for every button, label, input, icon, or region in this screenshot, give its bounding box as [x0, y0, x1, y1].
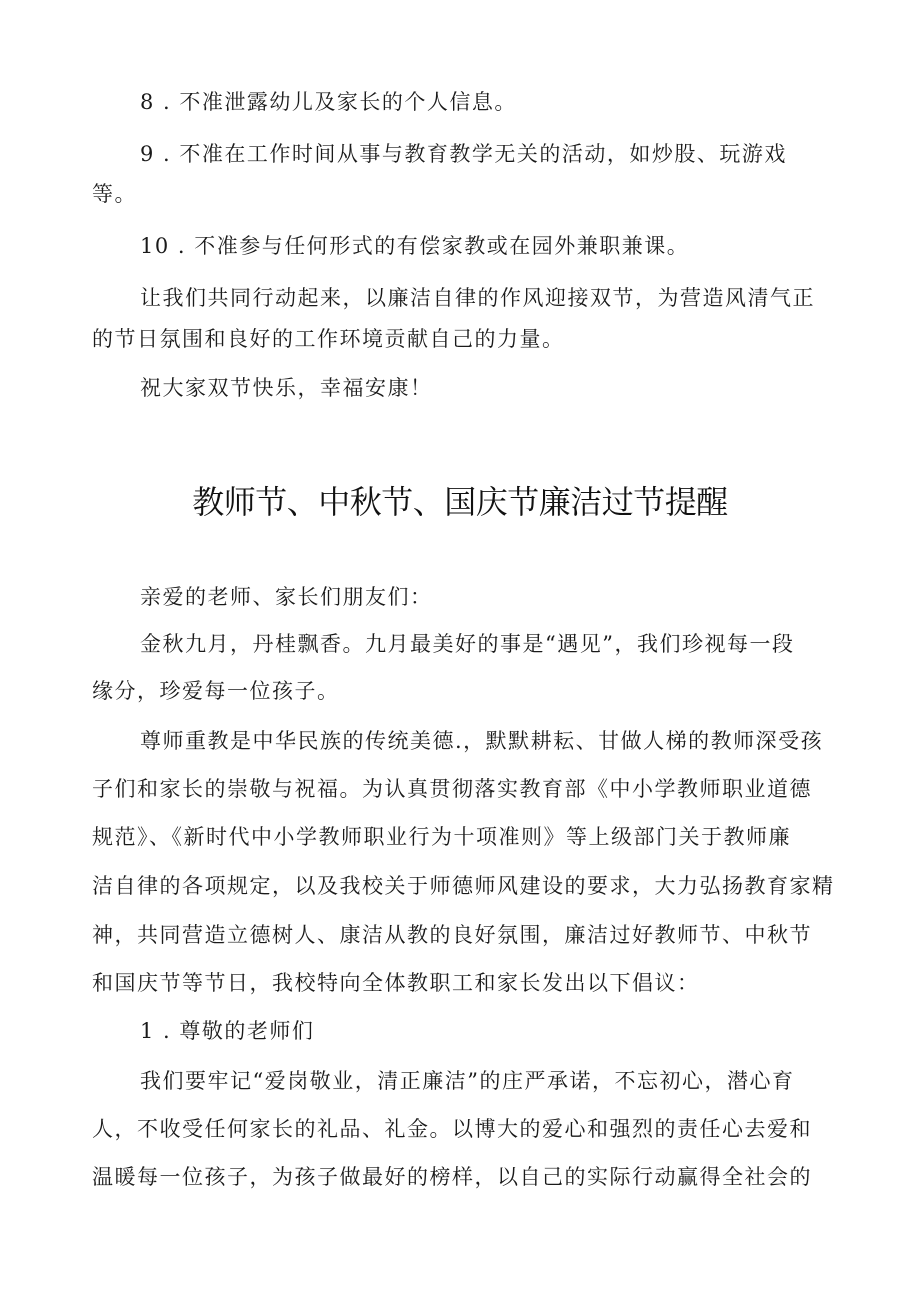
paragraph-line: 尊师重教是中华民族的传统美德.，默默耕耘、甘做人梯的教师深受孩	[140, 729, 824, 753]
paragraph-line: 洁自律的各项规定，以及我校关于师德师风建设的要求，大力弘扬教育家精	[92, 874, 835, 898]
paragraph-line: 人，不收受任何家长的礼品、礼金。以博大的爱心和强烈的责任心去爱和	[92, 1117, 812, 1141]
paragraph-line: 和国庆节等节日，我校特向全体教职工和家长发出以下倡议：	[92, 971, 700, 995]
closing-paragraph-line: 的节日氛围和良好的工作环境贡献自己的力量。	[92, 327, 565, 351]
rule-item-10: 10 . 不准参与任何形式的有偿家教或在园外兼职兼课。	[140, 234, 690, 258]
paragraph-line: 规范》、《新时代中小学教师职业行为十项准则》等上级部门关于教师廉	[92, 825, 791, 849]
letter-greeting: 亲爱的老师、家长们朋友们：	[140, 585, 433, 609]
paragraph-line: 子们和家长的崇敬与祝福。为认真贯彻落实教育部《中小学教师职业道德	[92, 777, 812, 801]
holiday-wish: 祝大家双节快乐，幸福安康！	[140, 376, 433, 400]
rule-item-9: 9 . 不准在工作时间从事与教育教学无关的活动，如炒股、玩游戏	[140, 142, 787, 166]
closing-paragraph-line: 让我们共同行动起来，以廉洁自律的作风迎接双节，为营造风清气正	[140, 286, 815, 310]
paragraph-line: 金秋九月，丹桂飘香。九月最美好的事是“遇见”，我们珍视每一段	[140, 632, 795, 656]
rule-item-9-continued: 等。	[92, 182, 137, 206]
paragraph-line: 缘分，珍爱每一位孩子。	[92, 679, 340, 703]
section-heading-teachers: 1 . 尊敬的老师们	[140, 1019, 315, 1043]
paragraph-line: 温暖每一位孩子，为孩子做最好的榜样，以自己的实际行动赢得全社会的	[92, 1165, 812, 1189]
document-title: 教师节、中秋节、国庆节廉洁过节提醒	[192, 483, 728, 521]
paragraph-line: 神，共同营造立德树人、康洁从教的良好氛围，廉洁过好教师节、中秋节	[92, 923, 812, 947]
paragraph-line: 我们要牢记“爱岗敬业，清正廉洁”的庄严承诺，不忘初心，潜心育	[140, 1069, 795, 1093]
rule-item-8: 8 . 不准泄露幼儿及家长的个人信息。	[140, 90, 517, 114]
